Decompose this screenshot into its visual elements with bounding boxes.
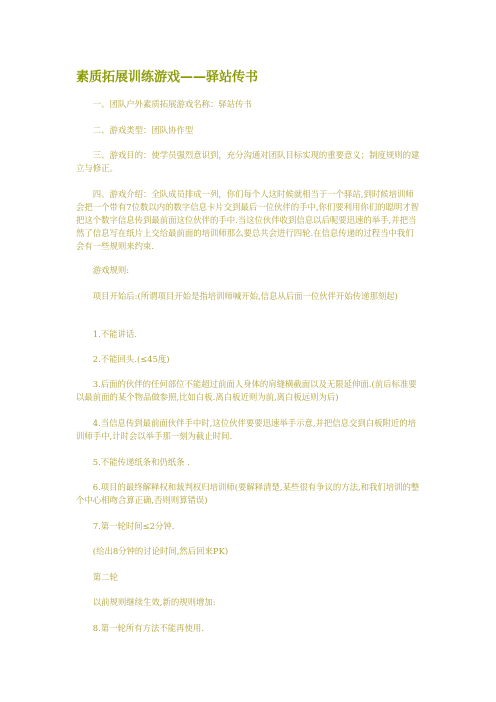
discussion-note: (给出8分钟的讨论时间,然后回来PK) xyxy=(92,546,229,556)
rule-2: 2.不能回头.(≤45度) xyxy=(92,354,170,364)
paragraph-rules-start: 项目开始后:(所谓项目开始是指培训师喊开始,信息从后面一位伙伴开始传递那刻起) xyxy=(92,291,398,301)
rule-1: 1.不能讲话. xyxy=(92,329,137,339)
round-two-heading: 第二轮 xyxy=(92,572,118,582)
rule-6: 6.项目的最终解释权和裁判权归培训师(要解释清楚,某些很有争议的方法,和我们培训的整个中心相吻合算正确,否则则算错误) xyxy=(76,482,420,505)
rule-8: 8.第一轮所有方法不能再使用. xyxy=(92,623,204,633)
rule-7: 7.第一轮时间≤2分钟. xyxy=(92,521,175,531)
paragraph-game-purpose: 三、游戏目的：使学员强烈意识到，充分沟通对团队目标实现的重要意义；制度规则的建立与修正。 xyxy=(76,150,420,173)
rule-5: 5.不能传递纸条和仍纸条 . xyxy=(92,457,190,467)
rule-4: 4.当信息传到最前面伙伴手中时,这位伙伴要要迅速举手示意,并把信息交到白板附近的培训师手中,计时会以举手那一刻为截止时间. xyxy=(76,418,416,441)
paragraph-rules-heading: 游戏规则: xyxy=(92,265,130,275)
paragraph-game-type: 二、游戏类型：团队协作型 xyxy=(92,125,194,135)
paragraph-game-intro: 四、游戏介绍：全队成员排成一列，你们每个人这时候就相当于一个驿站,到时候培训师会把一个带有7位数以内的数字信息卡片交到最后一位伙伴的手中,你们要利用你们的聪明才智把这个数字信息传到最前面这位伙伴的手中.当这位伙伴收到信息以后呢要迅速的举手,并把当然了信息写在纸片上交给最前面的培训师那么要总共会进行四轮.在信息传递的过程当中我们会有一些规则来约束. xyxy=(76,189,419,251)
rule-3: 3.后面的伙伴的任何部位不能超过前面人身体的肩缝横截面以及无限延伸面.(前后标准要以最前面的某个物品做参照,比如白板.离白板近则为前,离白板远则为后) xyxy=(76,379,417,402)
round-two-intro: 以前规则继续生效,新的规则增加: xyxy=(92,597,216,607)
document-title: 素质拓展训练游戏——驿站传书 xyxy=(76,70,259,85)
paragraph-game-name: 一、团队户外素质拓展游戏名称：驿站传书 xyxy=(92,99,252,109)
